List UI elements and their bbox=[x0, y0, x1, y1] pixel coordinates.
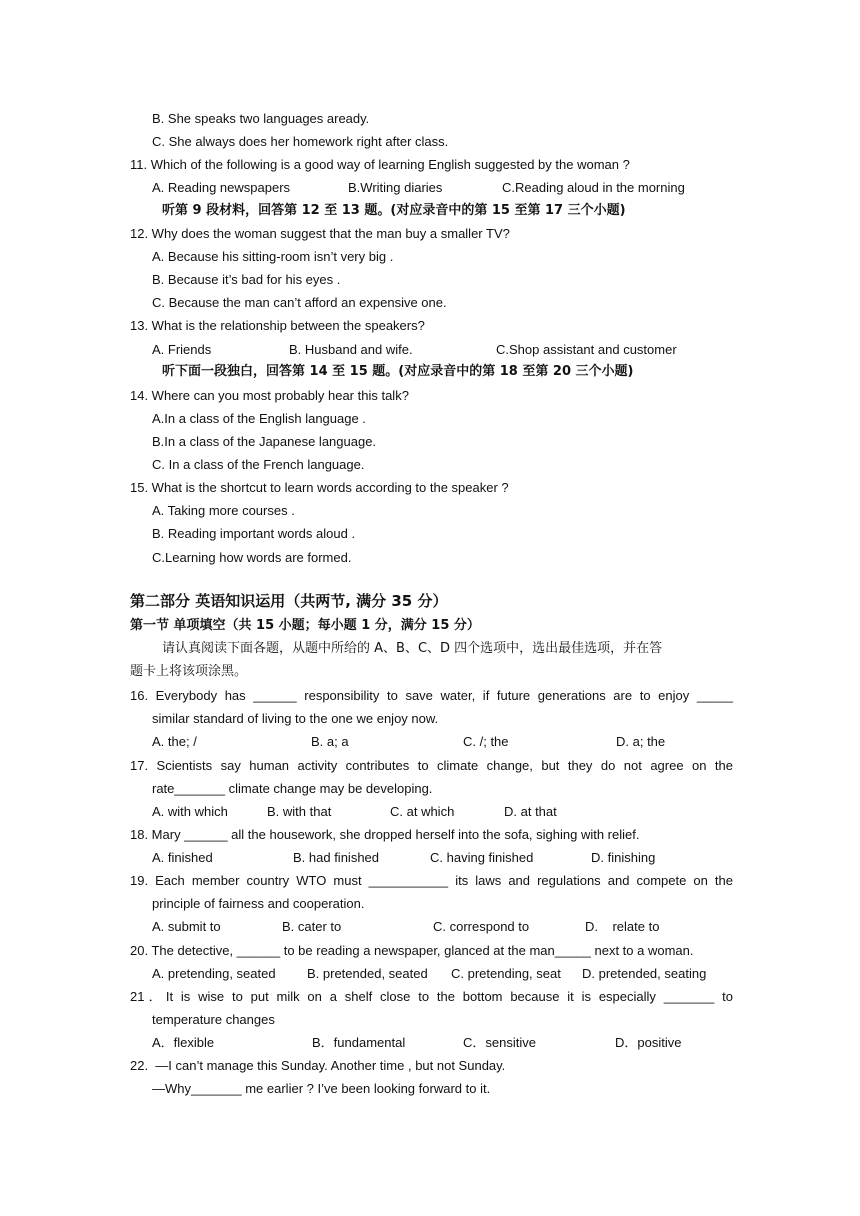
q21-option-a: A．flexible bbox=[152, 1035, 215, 1050]
q17-option-a: A. with which bbox=[152, 804, 228, 819]
q17-line2: rate_______ climate change may be developing. bbox=[152, 781, 433, 796]
q21-line2: temperature changes bbox=[152, 1012, 275, 1027]
q20-option-a: A. pretending, seated bbox=[152, 966, 276, 981]
q19-line1: 19. Each member country WTO must ___________ its laws and regulations and compete on the bbox=[130, 873, 733, 888]
section1-title: 第一节 单项填空（共 15 小题；每小题 1 分，满分 15 分） bbox=[130, 618, 480, 633]
q21-option-b: B．fundamental bbox=[312, 1035, 406, 1050]
q16-line1: 16. Everybody has ______ responsibility to save water, if future generations are to enjoy _____ bbox=[130, 688, 733, 703]
q15-option-c: C.Learning how words are formed. bbox=[152, 550, 352, 565]
q12-stem: 12. Why does the woman suggest that the man buy a smaller TV? bbox=[130, 226, 510, 241]
q14-stem: 14. Where can you most probably hear this talk? bbox=[130, 388, 409, 403]
part2-title: 第二部分 英语知识运用（共两节, 满分 35 分） bbox=[130, 592, 448, 610]
q22-line2: —Why_______ me earlier ? I’ve been looking forward to it. bbox=[152, 1081, 491, 1096]
q14-option-c: C. In a class of the French language. bbox=[152, 457, 365, 472]
q17-option-b: B. with that bbox=[267, 804, 332, 819]
q15-option-a: A. Taking more courses . bbox=[152, 503, 295, 518]
q18-option-d: D. finishing bbox=[591, 850, 656, 865]
q19-option-b: B. cater to bbox=[282, 919, 342, 934]
q12-option-c: C. Because the man can’t afford an expensive one. bbox=[152, 295, 447, 310]
q12-option-b: B. Because it’s bad for his eyes . bbox=[152, 272, 341, 287]
q19-line2: principle of fairness and cooperation. bbox=[152, 896, 365, 911]
q13-stem: 13. What is the relationship between the speakers? bbox=[130, 318, 425, 333]
q11-option-b: B.Writing diaries bbox=[348, 180, 443, 195]
q10-option-b: B. She speaks two languages aready. bbox=[152, 111, 370, 126]
q10-option-c: C. She always does her homework right after class. bbox=[152, 134, 449, 149]
q12-option-a: A. Because his sitting-room isn’t very big . bbox=[152, 249, 394, 264]
q18-option-c: C. having finished bbox=[430, 850, 534, 865]
q16-option-a: A. the; / bbox=[152, 734, 197, 749]
q20-option-d: D. pretended, seating bbox=[582, 966, 707, 981]
q21-line1: 21．It is wise to put milk on a shelf close to the bottom because it is especially _______ to bbox=[130, 989, 733, 1004]
q16-option-b: B. a; a bbox=[311, 734, 349, 749]
q13-option-a: A. Friends bbox=[152, 342, 212, 357]
q17-line1: 17. Scientists say human activity contributes to climate change, but they do not agree on the bbox=[130, 758, 733, 773]
q18-stem: 18. Mary ______ all the housework, she dropped herself into the sofa, sighing with relief. bbox=[130, 827, 640, 842]
q14-option-b: B.In a class of the Japanese language. bbox=[152, 434, 377, 449]
q19-option-a: A. submit to bbox=[152, 919, 221, 934]
q17-option-d: D. at that bbox=[504, 804, 557, 819]
section1-instruction-line1: 请认真阅读下面各题，从题中所给的 A、B、C、D 四个选项中，选出最佳选项，并在答 bbox=[162, 641, 663, 656]
q20-option-c: C. pretending, seat bbox=[451, 966, 561, 981]
q19-option-d: D. relate to bbox=[585, 919, 660, 934]
q15-stem: 15. What is the shortcut to learn words according to the speaker ? bbox=[130, 480, 509, 495]
instruction-monologue: 听下面一段独白，回答第 14 至 15 题。(对应录音中的第 18 至第 20 三个小题) bbox=[162, 364, 634, 379]
q17-option-c: C. at which bbox=[390, 804, 455, 819]
q20-stem: 20. The detective, ______ to be reading a newspaper, glanced at the man_____ next to a woman. bbox=[130, 943, 694, 958]
q21-option-d: D．positive bbox=[615, 1035, 682, 1050]
q16-option-c: C. /; the bbox=[463, 734, 509, 749]
q18-option-b: B. had finished bbox=[293, 850, 380, 865]
q18-option-a: A. finished bbox=[152, 850, 213, 865]
q16-option-d: D. a; the bbox=[616, 734, 666, 749]
q20-option-b: B. pretended, seated bbox=[307, 966, 428, 981]
q21-option-c: C．sensitive bbox=[463, 1035, 536, 1050]
instruction-passage-9: 听第 9 段材料，回答第 12 至 13 题。(对应录音中的第 15 至第 17 三个小题) bbox=[162, 203, 626, 218]
q11-option-a: A. Reading newspapers bbox=[152, 180, 291, 195]
q14-option-a: A.In a class of the English language . bbox=[152, 411, 366, 426]
q16-line2: similar standard of living to the one we enjoy now. bbox=[152, 711, 439, 726]
q11-option-c: C.Reading aloud in the morning bbox=[502, 180, 685, 195]
q22-line1: 22. —I can’t manage this Sunday. Another time , but not Sunday. bbox=[130, 1058, 506, 1073]
q13-option-b: B. Husband and wife. bbox=[289, 342, 413, 357]
q13-option-c: C.Shop assistant and customer bbox=[496, 342, 677, 357]
q11-stem: 11. Which of the following is a good way of learning English suggested by the woman ? bbox=[130, 157, 630, 172]
section1-instruction-line2: 题卡上将该项涂黑。 bbox=[130, 664, 248, 679]
q19-option-c: C. correspond to bbox=[433, 919, 530, 934]
q15-option-b: B. Reading important words aloud . bbox=[152, 526, 356, 541]
